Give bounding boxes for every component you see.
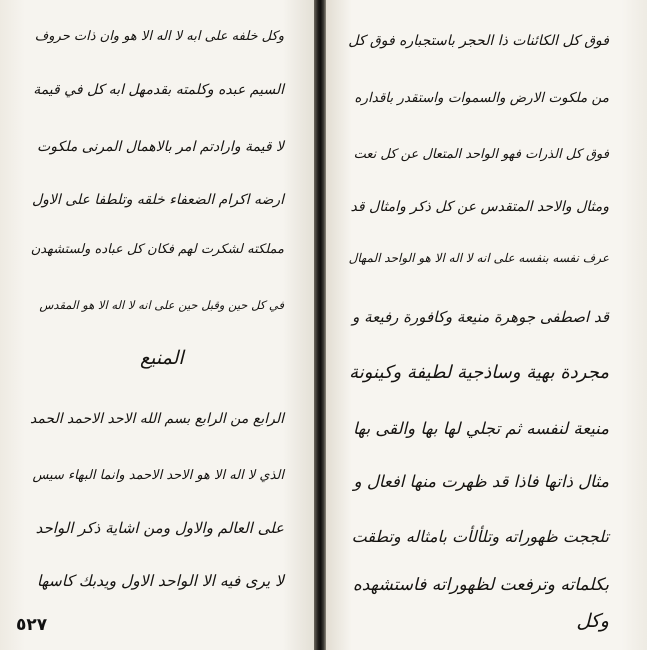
right-line-3: فوق كل الذرات فهو الواحد المتعال عن كل نعت bbox=[353, 147, 609, 162]
left-page bbox=[0, 0, 314, 650]
left-line-7: المنيع bbox=[140, 347, 184, 369]
left-line-2: السيم عبده وكلمته بقدمهل ابه كل في قيمة bbox=[33, 82, 284, 98]
left-line-3: لا قيمة وارادتم امر بالاهمال المرنى ملكوت bbox=[37, 139, 284, 155]
right-line-8: منيعة لنفسه ثم تجلي لها بها والقى بها bbox=[352, 419, 609, 438]
left-line-4: ارضه اكرام الضعفاء خلقه وتلطفا على الاول bbox=[31, 192, 284, 208]
right-line-12: وكل bbox=[576, 610, 609, 632]
left-line-10: على العالم والاول ومن اشاية ذكر الواحد bbox=[35, 519, 284, 537]
right-line-7: مجردة بهية وساذجية لطيفة وكينونة bbox=[349, 362, 609, 383]
left-line-1: وكل خلفه على ابه لا اله الا هو وان ذات حروف bbox=[34, 29, 284, 44]
left-line-5: مملكته لشكرت لهم فكان كل عباده ولستشهدن bbox=[30, 242, 284, 257]
right-page bbox=[326, 0, 647, 650]
right-line-1: فوق كل الكائنات ذا الحجر باستجباره فوق كل bbox=[348, 33, 609, 49]
right-line-9: مثال ذاتها فاذا قد ظهرت منها افعال و bbox=[353, 472, 609, 491]
left-line-9: الذي لا اله الا هو الاحد الاحمد وانما البهاء سيس bbox=[32, 468, 284, 483]
left-line-11: لا يرى فيه الا الواحد الاول ويدبك كاسها bbox=[36, 572, 284, 590]
right-line-10: تلججت ظهوراته وتلألأت بامثاله وتطقت bbox=[351, 527, 609, 546]
right-line-2: من ملكوت الارض والسموات واستقدر باقداره bbox=[354, 90, 609, 106]
right-line-4: ومثال والاحد المتقدس عن كل ذكر وامثال قد bbox=[350, 199, 609, 215]
book-gutter bbox=[314, 0, 326, 650]
page-number: ٥٢٧ bbox=[16, 615, 48, 635]
left-line-8: الرابع من الرابع بسم الله الاحد الاحمد الحمد bbox=[29, 411, 284, 427]
right-line-11: بكلماته وترفعت لظهوراته فاستشهده bbox=[352, 575, 609, 595]
right-line-5: عرف نفسه بنفسه على انه لا اله الا هو الواحد المهال bbox=[348, 251, 609, 265]
right-line-6: قد اصطفى جوهرة منيعة وكافورة رفيعة و bbox=[352, 308, 609, 326]
left-line-6: في كل حين وقبل حين على انه لا اله الا هو المقدس bbox=[39, 298, 284, 312]
